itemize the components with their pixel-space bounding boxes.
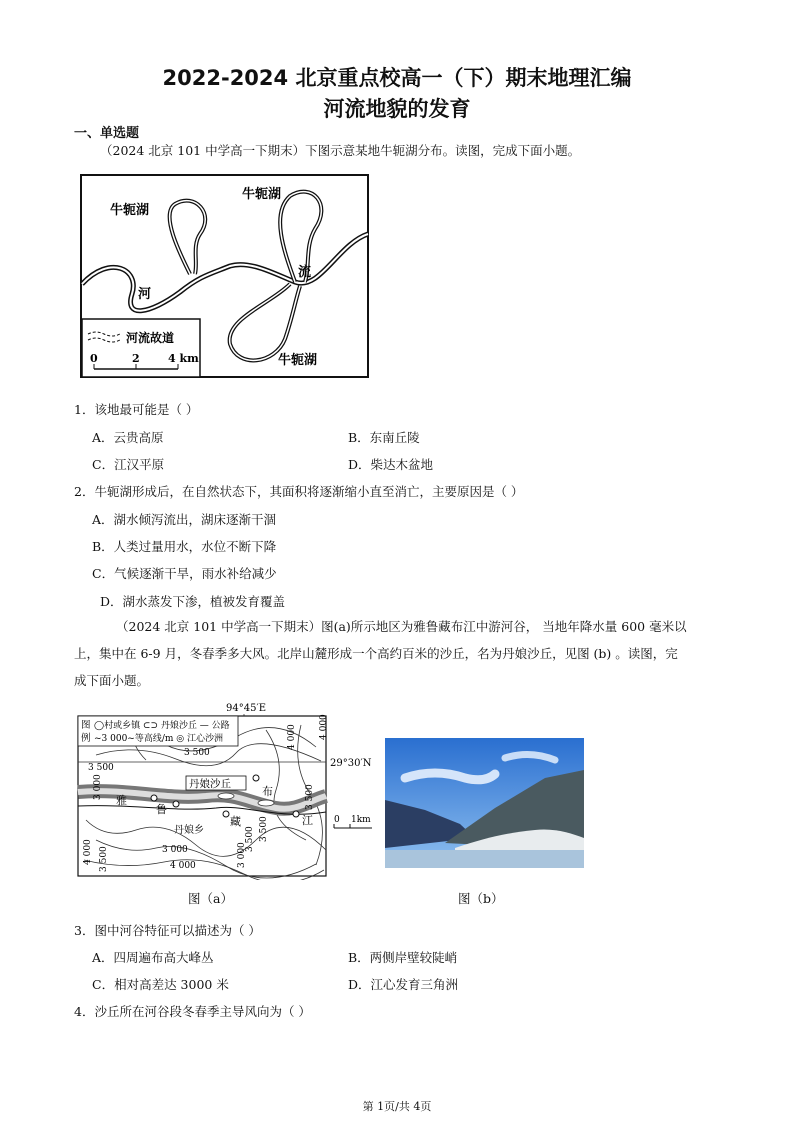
- town-label: 丹娘乡: [174, 825, 204, 836]
- contour-label: 3 500: [99, 846, 109, 872]
- scale-4km: 4 km: [168, 352, 199, 365]
- intro-paragraph-2-line3: 成下面小题。: [74, 673, 150, 688]
- contour-label: 3 000: [237, 842, 247, 868]
- contour-label: 3 000: [93, 774, 103, 800]
- q1-option-c: C．江汉平原: [92, 457, 165, 472]
- longitude-label: 94°45′E: [226, 703, 267, 714]
- river-char-bu: 布: [262, 785, 273, 798]
- contour-label: 3 500: [245, 826, 255, 852]
- scale-1km: 1km: [351, 815, 371, 825]
- contour-label: 4 000: [287, 724, 297, 750]
- document-title: 2022-2024 北京重点校高一（下）期末地理汇编: [162, 66, 632, 90]
- dune-photo-b: [385, 738, 584, 868]
- river-char-1: 河: [138, 287, 152, 302]
- river-char-2: 流: [298, 265, 312, 280]
- topographic-map-a: [76, 700, 382, 880]
- contour-label: 3 500: [259, 816, 269, 842]
- document-subtitle: 河流地貌的发育: [323, 97, 471, 121]
- q3-option-c: C．相对高差达 3000 米: [92, 977, 229, 992]
- legend-label: 河流故道: [126, 331, 175, 345]
- contour-label: 4 000: [319, 714, 329, 740]
- q3-option-a: A．四周遍布高大峰丛: [92, 950, 214, 965]
- river-char-zang: 藏: [230, 815, 241, 828]
- legend-row-2: ~3 000~等高线/m ◎ 江心沙洲: [94, 734, 223, 744]
- scale-0: 0: [334, 815, 340, 825]
- scale-2: 2: [132, 352, 140, 365]
- scale-0: 0: [90, 352, 98, 365]
- oxbow-lake-map: [80, 174, 370, 379]
- oxbow-lake-label-2: 牛轭湖: [242, 187, 282, 202]
- contour-label: 4 000: [83, 839, 93, 865]
- contour-label: 3 500: [184, 748, 210, 758]
- legend-head: 图: [81, 720, 91, 731]
- legend-row-1: ◯村或乡镇 ⊂⊃ 丹娘沙丘 — 公路: [94, 721, 230, 731]
- river-char-ya: 雅: [116, 794, 127, 807]
- question-4-stem: 4．沙丘所在河谷段冬春季主导风向为（ ）: [74, 1004, 311, 1019]
- q2-option-d: D．湖水蒸发下渗，植被发育覆盖: [100, 594, 286, 609]
- river-char-lu: 鲁: [156, 803, 167, 816]
- question-1-stem: 1．该地最可能是（ ）: [74, 402, 199, 417]
- q3-option-d: D．江心发育三角洲: [348, 977, 459, 992]
- q1-option-b: B．东南丘陵: [348, 430, 420, 445]
- intro-paragraph-1: （2024 北京 101 中学高一下期末）下图示意某地牛轭湖分布。读图，完成下面小题。: [100, 143, 581, 158]
- intro-paragraph-2-line1: （2024 北京 101 中学高一下期末）图(a)所示地区为雅鲁藏布江中游河谷， 当地年降水量 600 毫米以: [116, 619, 687, 634]
- dune-label: 丹娘沙丘: [189, 778, 231, 790]
- q2-option-a: A．湖水倾泻流出，湖床逐渐干涸: [92, 512, 277, 527]
- caption-a: 图（a）: [188, 891, 233, 906]
- caption-b: 图（b）: [458, 891, 504, 906]
- q1-option-a: A．云贵高原: [92, 430, 164, 445]
- q1-option-d: D．柴达木盆地: [348, 457, 434, 472]
- oxbow-lake-label-1: 牛轭湖: [110, 203, 150, 218]
- question-2-stem: 2．牛轭湖形成后，在自然状态下，其面积将逐渐缩小直至消亡，主要原因是（ ）: [74, 484, 524, 499]
- intro-paragraph-2-line2: 上，集中在 6-9 月，冬春季多大风。北岸山麓形成一个高约百米的沙丘，名为丹娘沙丘，见图 (b) 。读图，完: [74, 646, 678, 661]
- contour-label: 3 500: [305, 784, 315, 810]
- oxbow-lake-label-3: 牛轭湖: [278, 353, 318, 368]
- latitude-label: 29°30′N: [330, 758, 372, 769]
- q3-option-b: B．两侧岸壁较陡峭: [348, 950, 458, 965]
- legend-head-2: 例: [81, 733, 91, 744]
- river-char-jiang: 江: [302, 814, 313, 827]
- question-3-stem: 3．图中河谷特征可以描述为（ ）: [74, 923, 261, 938]
- contour-label: 3 000: [162, 845, 188, 855]
- q2-option-c: C．气候逐渐干旱，雨水补给减少: [92, 566, 277, 581]
- page-footer: 第 1页/共 4页: [362, 1100, 432, 1113]
- contour-label: 4 000: [170, 861, 196, 871]
- section-heading: 一、单选题: [74, 126, 140, 141]
- q2-option-b: B．人类过量用水，水位不断下降: [92, 539, 277, 554]
- contour-label: 3 500: [88, 763, 114, 773]
